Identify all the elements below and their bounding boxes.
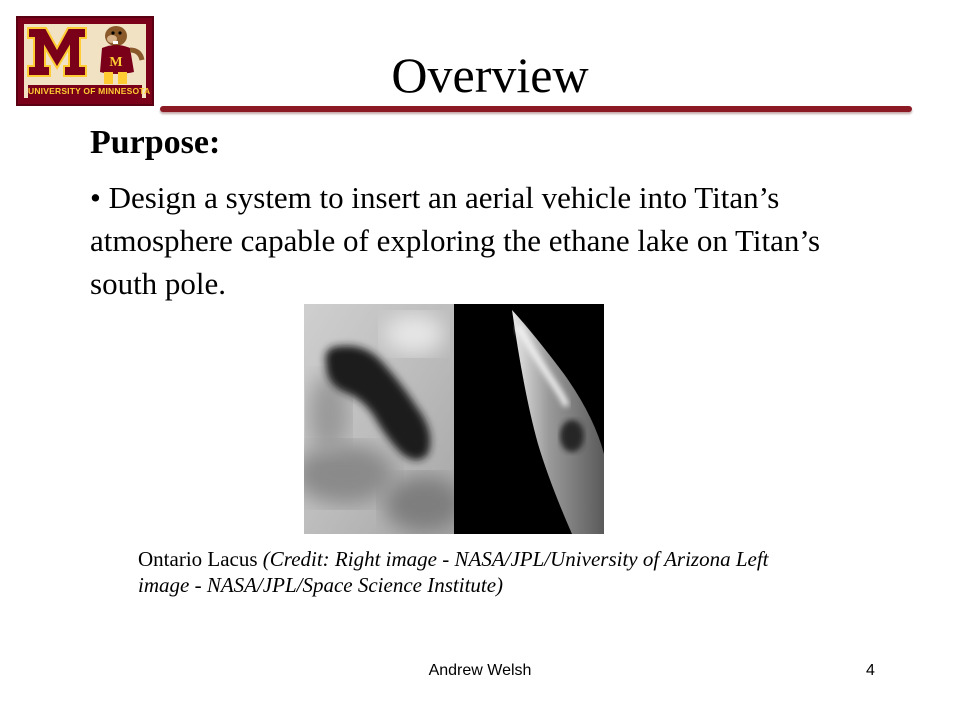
ontario-lacus-image	[304, 304, 604, 534]
footer-author: Andrew Welsh	[428, 662, 532, 679]
logo-wordmark: UNIVERSITY OF MINNESOTA	[28, 86, 151, 96]
gopher-mascot-icon	[82, 20, 148, 88]
slide-number: 4	[866, 662, 875, 679]
caption-credit: (Credit: Right image - NASA/JPL/University of Arizona Left image - NASA/JPL/Space Science Institute)	[138, 547, 769, 597]
university-logo	[16, 16, 154, 106]
purpose-heading: Purpose:	[90, 124, 221, 161]
block-m-icon	[26, 24, 88, 82]
purpose-bullet: • Design a system to insert an aerial vehicle into Titan’s atmosphere capable of exploring the ethane lake on Titan’s south pole.	[90, 180, 821, 301]
image-caption	[138, 546, 818, 598]
slide-title: Overview	[391, 47, 589, 103]
ontario-lacus-left-radar-image	[304, 304, 454, 534]
svg-text:M: M	[109, 55, 123, 70]
caption-title: Ontario Lacus	[138, 547, 263, 571]
ontario-lacus-right-radar-image	[454, 304, 604, 534]
title-rule	[160, 106, 912, 112]
